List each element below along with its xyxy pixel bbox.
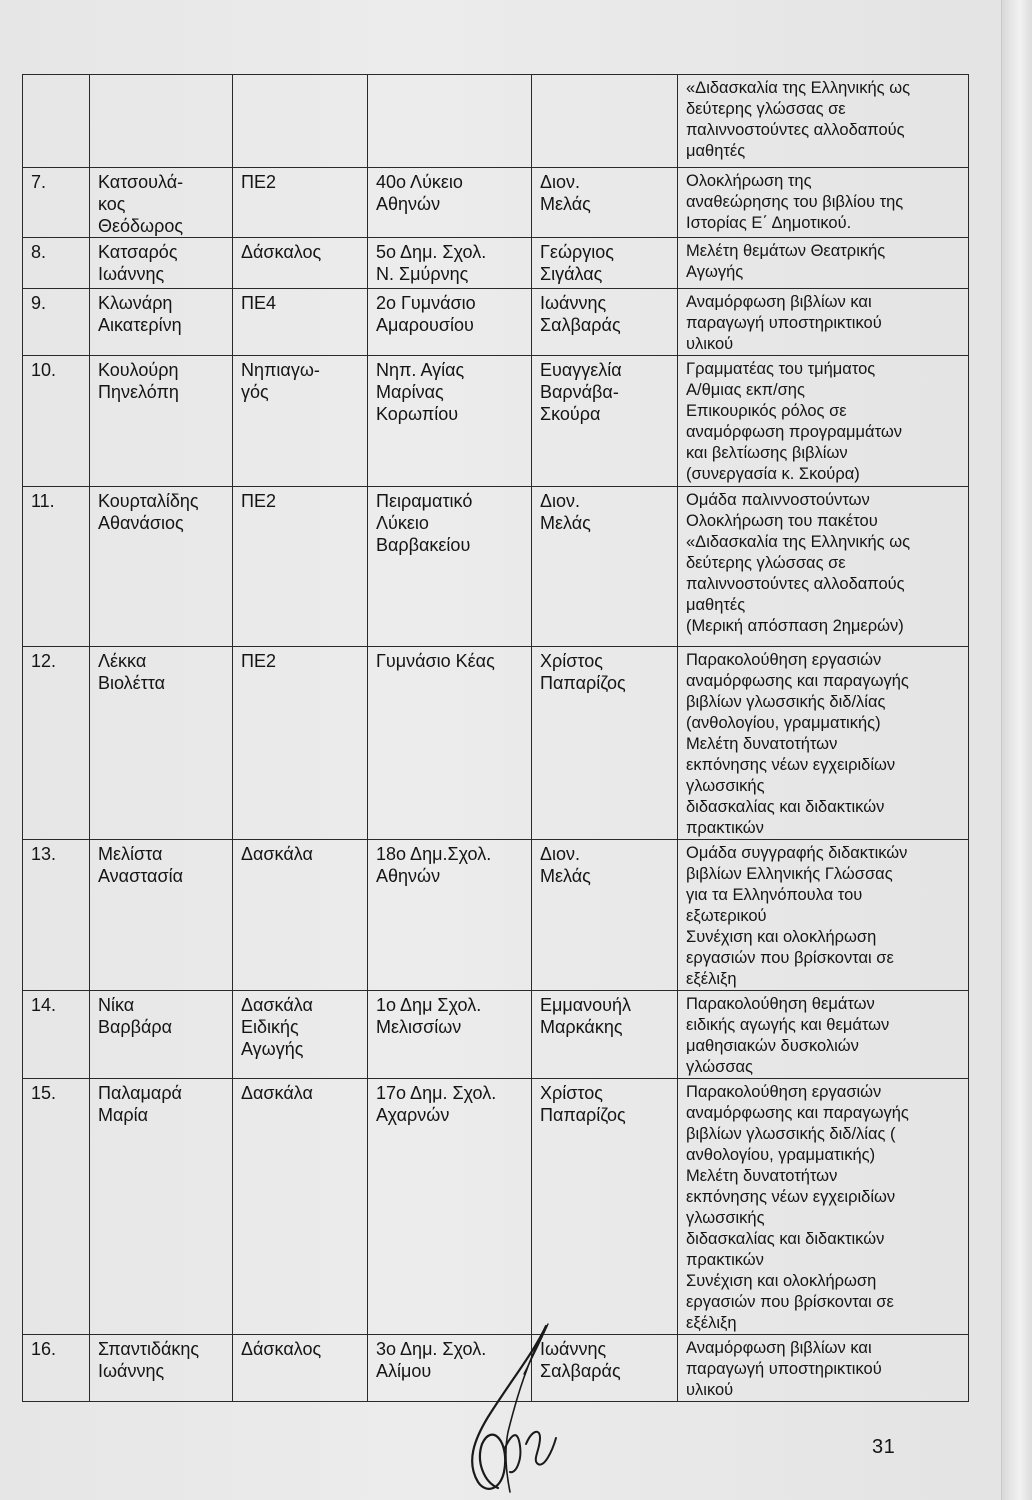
row-supervisor: Χρίστος Παπαρίζος	[540, 1083, 626, 1125]
row-supervisor: Χρίστος Παπαρίζος	[540, 651, 626, 693]
row-supervisor: Εμμανουήλ Μαρκάκης	[540, 995, 632, 1037]
row-workplace-cell	[368, 647, 532, 840]
row-duties-cell	[678, 487, 969, 647]
row-specialty: Νηπιαγω- γός	[241, 360, 320, 402]
table-row	[23, 289, 969, 356]
row-duties-cell	[678, 75, 969, 168]
row-specialty: Δασκάλα	[241, 1083, 313, 1103]
row-number: 11.	[31, 491, 55, 511]
row-specialty: Δάσκαλος	[241, 242, 322, 262]
row-duties-cell	[678, 647, 969, 840]
row-workplace: 1ο Δημ Σχολ. Μελισσίων	[376, 995, 482, 1037]
row-workplace-cell	[368, 991, 532, 1079]
row-number: 10.	[31, 360, 57, 380]
row-duties: Ομάδα συγγραφής διδακτικών βιβλίων Ελληνικής Γλώσσας για τα Ελληνόπουλα του εξωτερικού Συνέχιση και ολοκλήρωση εργασιών που βρίσκονται σε εξέλιξη	[686, 844, 908, 988]
row-supervisor-cell	[532, 1079, 678, 1335]
row-name-cell	[90, 356, 233, 487]
row-workplace: Γυμνάσιο Κέας	[376, 651, 495, 671]
row-name: Μελίστα Αναστασία	[98, 844, 183, 886]
row-duties-cell	[678, 356, 969, 487]
table-row	[23, 647, 969, 840]
row-supervisor: Διον. Μελάς	[540, 844, 591, 886]
row-number-cell	[23, 289, 90, 356]
row-name: Λέκκα Βιολέττα	[98, 651, 166, 693]
row-supervisor-cell	[532, 647, 678, 840]
row-specialty: ΠΕ2	[241, 172, 277, 192]
row-specialty-cell	[233, 289, 368, 356]
row-duties-cell	[678, 1335, 969, 1402]
row-duties-cell	[678, 840, 969, 991]
table-row	[23, 75, 969, 168]
row-workplace: 40ο Λύκειο Αθηνών	[376, 172, 463, 214]
table-row	[23, 356, 969, 487]
row-duties-cell	[678, 289, 969, 356]
row-number: 15.	[31, 1083, 57, 1103]
row-workplace-cell	[368, 238, 532, 289]
row-workplace-cell	[368, 487, 532, 647]
row-workplace-cell	[368, 356, 532, 487]
row-specialty-cell	[233, 647, 368, 840]
row-number-cell	[23, 1335, 90, 1402]
row-specialty: ΠΕ2	[241, 491, 277, 511]
row-name-cell	[90, 168, 233, 238]
row-duties: «Διδασκαλία της Ελληνικής ως δεύτερης γλώσσας σε παλιννοστούντες αλλοδαπούς μαθητές	[686, 79, 911, 160]
row-duties-cell	[678, 991, 969, 1079]
table-row	[23, 840, 969, 991]
staff-assignments-table	[22, 74, 969, 1402]
handwritten-signature	[448, 1322, 598, 1497]
row-duties-cell	[678, 1079, 969, 1335]
row-duties: Ομάδα παλιννοστούντων Ολοκλήρωση του πακέτου «Διδασκαλία της Ελληνικής ως δεύτερης γλώσσας σε παλιννοστούντες αλλοδαπούς μαθητές (Μερική απόσπαση 2ημερών)	[686, 491, 911, 635]
row-workplace-cell	[368, 840, 532, 991]
table-row	[23, 487, 969, 647]
row-supervisor: Ιωάννης Σαλβαράς	[540, 1339, 621, 1381]
row-duties: Παρακολούθηση εργασιών αναμόρφωσης και παραγωγής βιβλίων γλωσσικής διδ/λίας ( ανθολογίου, γραμματικής) Μελέτη δυνατοτήτων εκπόνησης νέων εγχειριδίων γλωσσικής διδασκαλίας και διδακτικών πρακτικών Συνέχιση και ολοκλήρωση εργασιών που βρίσκονται σε εξέλιξη	[686, 1083, 909, 1332]
row-duties: Παρακολούθηση θεμάτων ειδικής αγωγής και θεμάτων μαθησιακών δυσκολιών γλώσσας	[686, 995, 890, 1076]
row-duties-cell	[678, 168, 969, 238]
row-name: Νίκα Βαρβάρα	[98, 995, 173, 1037]
row-number: 16.	[31, 1339, 57, 1359]
row-number: 9.	[31, 293, 47, 313]
row-name-cell	[90, 991, 233, 1079]
row-specialty-cell	[233, 238, 368, 289]
row-number: 8.	[31, 242, 47, 262]
row-duties: Ολοκλήρωση της αναθεώρησης του βιβλίου της Ιστορίας Ε΄ Δημοτικού.	[686, 172, 904, 232]
row-name-cell	[90, 1079, 233, 1335]
row-specialty-cell	[233, 75, 368, 168]
row-workplace: 3ο Δημ. Σχολ. Αλίμου	[376, 1339, 487, 1381]
row-number-cell	[23, 75, 90, 168]
row-number: 12.	[31, 651, 57, 671]
row-name-cell	[90, 1335, 233, 1402]
table-row	[23, 991, 969, 1079]
page-number: 31	[872, 1436, 896, 1458]
row-name-cell	[90, 647, 233, 840]
table-row	[23, 238, 969, 289]
row-name-cell	[90, 75, 233, 168]
row-specialty: ΠΕ4	[241, 293, 277, 313]
row-workplace: 5ο Δημ. Σχολ. Ν. Σμύρνης	[376, 242, 487, 284]
row-name: Κατσουλά- κος Θεόδωρος	[98, 172, 184, 236]
row-workplace: 2ο Γυμνάσιο Αμαρουσίου	[376, 293, 476, 335]
row-supervisor: Διον. Μελάς	[540, 172, 591, 214]
row-name: Κλωνάρη Αικατερίνη	[98, 293, 182, 335]
row-workplace: 18ο Δημ.Σχολ. Αθηνών	[376, 844, 492, 886]
row-specialty-cell	[233, 168, 368, 238]
row-specialty: Δασκάλα	[241, 844, 313, 864]
row-workplace: Πειραματικό Λύκειο Βαρβακείου	[376, 491, 473, 555]
row-name-cell	[90, 238, 233, 289]
row-duties: Γραμματέας του τμήματος Α/θμιας εκπ/σης Επικουρικός ρόλος σε αναμόρφωση προγραμμάτων και βελτίωσης βιβλίων (συνεργασία κ. Σκούρα)	[686, 360, 903, 483]
row-supervisor: Ιωάννης Σαλβαράς	[540, 293, 621, 335]
row-name-cell	[90, 487, 233, 647]
row-duties: Αναμόρφωση βιβλίων και παραγωγή υποστηρικτικού υλικού	[686, 293, 882, 353]
row-specialty-cell	[233, 356, 368, 487]
row-specialty-cell	[233, 487, 368, 647]
row-supervisor-cell	[532, 356, 678, 487]
row-specialty-cell	[233, 840, 368, 991]
row-supervisor-cell	[532, 289, 678, 356]
row-specialty: ΠΕ2	[241, 651, 277, 671]
row-name: Σπαντιδάκης Ιωάννης	[98, 1339, 200, 1381]
row-number: 7.	[31, 172, 47, 192]
row-supervisor-cell	[532, 840, 678, 991]
row-name: Κουρταλίδης Αθανάσιος	[98, 491, 199, 533]
row-supervisor: Διον. Μελάς	[540, 491, 591, 533]
row-duties: Παρακολούθηση εργασιών αναμόρφωσης και παραγωγής βιβλίων γλωσσικής διδ/λίας (ανθολογίου, γραμματικής) Μελέτη δυνατοτήτων εκπόνησης νέων εγχειριδίων γλωσσικής διδασκαλίας και διδακτικών πρακτικών	[686, 651, 909, 837]
row-supervisor-cell	[532, 238, 678, 289]
row-number-cell	[23, 168, 90, 238]
row-name: Κουλούρη Πηνελόπη	[98, 360, 179, 402]
row-number: 13.	[31, 844, 57, 864]
table-row	[23, 1079, 969, 1335]
row-supervisor-cell	[532, 168, 678, 238]
row-specialty-cell	[233, 991, 368, 1079]
row-number-cell	[23, 1079, 90, 1335]
row-workplace-cell	[368, 289, 532, 356]
row-number-cell	[23, 487, 90, 647]
row-specialty-cell	[233, 1335, 368, 1402]
row-supervisor-cell	[532, 487, 678, 647]
row-name-cell	[90, 840, 233, 991]
row-supervisor-cell	[532, 991, 678, 1079]
row-specialty-cell	[233, 1079, 368, 1335]
row-supervisor-cell	[532, 75, 678, 168]
row-number-cell	[23, 238, 90, 289]
row-specialty: Δασκάλα Ειδικής Αγωγής	[241, 995, 313, 1059]
row-number-cell	[23, 840, 90, 991]
row-specialty: Δάσκαλος	[241, 1339, 322, 1359]
row-workplace-cell	[368, 1079, 532, 1335]
row-number-cell	[23, 356, 90, 487]
row-name: Κατσαρός Ιωάννης	[98, 242, 178, 284]
row-supervisor: Ευαγγελία Βαρνάβα- Σκούρα	[540, 360, 622, 424]
page-binding-edge	[1001, 0, 1032, 1500]
row-name: Παλαμαρά Μαρία	[98, 1083, 182, 1125]
row-number-cell	[23, 991, 90, 1079]
row-workplace-cell	[368, 75, 532, 168]
row-workplace: 17ο Δημ. Σχολ. Αχαρνών	[376, 1083, 497, 1125]
row-workplace: Νηπ. Αγίας Μαρίνας Κορωπίου	[376, 360, 465, 424]
row-number: 14.	[31, 995, 57, 1015]
row-name-cell	[90, 289, 233, 356]
row-number-cell	[23, 647, 90, 840]
row-duties: Αναμόρφωση βιβλίων και παραγωγή υποστηρικτικού υλικού	[686, 1339, 882, 1399]
table-row	[23, 168, 969, 238]
row-duties: Μελέτη θεμάτων Θεατρικής Αγωγής	[686, 242, 886, 281]
row-supervisor: Γεώργιος Σιγάλας	[540, 242, 614, 284]
row-duties-cell	[678, 238, 969, 289]
row-workplace-cell	[368, 168, 532, 238]
